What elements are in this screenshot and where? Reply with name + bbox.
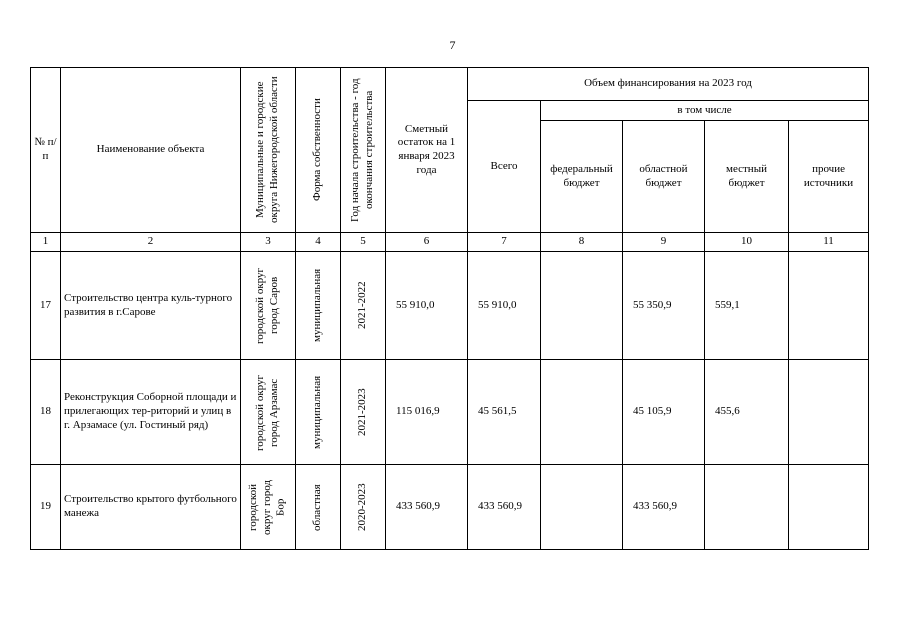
column-index-cell: 11 [789,233,869,252]
header-funding: Объем финансирования на 2023 год [468,68,869,101]
column-index-cell: 3 [241,233,296,252]
header-ownership [296,68,341,233]
page-number: 7 [449,38,456,52]
row-object-name: Строительство крытого футбольного манежа [61,465,241,550]
header-estimate: Сметный остаток на 1 января 2023 года [386,68,468,233]
column-index-cell: 8 [541,233,623,252]
row-municipality-text: городской округ город Бор [247,479,287,535]
row-other [789,360,869,465]
row-total: 45 561,5 [468,360,541,465]
row-years-text: 2020-2023 [356,483,369,531]
header-including: в том числе [541,101,869,121]
row-ownership-text: областная [311,483,324,531]
row-ownership [296,360,341,465]
row-other [789,252,869,360]
row-regional: 55 350,9 [623,252,705,360]
header-regional: областной бюджет [623,121,705,233]
row-regional: 45 105,9 [623,360,705,465]
header-federal: федеральный бюджет [541,121,623,233]
row-ownership [296,465,341,550]
row-years [341,465,386,550]
column-index-cell: 7 [468,233,541,252]
column-index-row [31,233,869,252]
table-row [31,465,869,550]
row-municipality-text: городской округ город Арзамас [254,373,280,451]
row-federal [541,465,623,550]
column-index-cell: 5 [341,233,386,252]
row-regional: 433 560,9 [623,465,705,550]
row-ownership [296,252,341,360]
row-estimate: 55 910,0 [386,252,468,360]
row-federal [541,360,623,465]
row-local: 455,6 [705,360,789,465]
column-index-cell: 4 [296,233,341,252]
row-num: 17 [31,252,61,360]
column-index-cell: 2 [61,233,241,252]
table-row [31,360,869,465]
row-object-name: Реконструкция Соборной площади и прилегающих тер-риторий и улиц в г. Арзамасе (ул. Гостиный ряд) [61,360,241,465]
row-years-text: 2021-2023 [356,388,369,436]
row-other [789,465,869,550]
row-total: 433 560,9 [468,465,541,550]
header-years-text: Год начала строительства - год окончания строительства [349,78,375,222]
header-name: Наименование объекта [61,68,241,233]
row-federal [541,252,623,360]
row-ownership-text: муниципальная [311,268,324,343]
header-municipality [241,68,296,233]
row-estimate: 433 560,9 [386,465,468,550]
row-num: 18 [31,360,61,465]
column-index-cell: 1 [31,233,61,252]
header-years [341,68,386,233]
row-local [705,465,789,550]
row-ownership-text: муниципальная [311,375,324,449]
row-years [341,360,386,465]
header-local: местный бюджет [705,121,789,233]
row-num: 19 [31,465,61,550]
row-municipality-text: городской округ город Саров [254,267,280,344]
financing-table [30,67,869,550]
row-total: 55 910,0 [468,252,541,360]
header-num: № п/п [31,68,61,233]
header-other: прочие источники [789,121,869,233]
header-total: Всего [468,101,541,233]
row-years [341,252,386,360]
table-row [31,252,869,360]
row-municipality [241,360,296,465]
header-ownership-text: Форма собственности [311,98,324,202]
column-index-cell: 10 [705,233,789,252]
header-municipality-text: Муниципальные и городские округа Нижегородской области [254,76,280,224]
row-local: 559,1 [705,252,789,360]
row-municipality [241,252,296,360]
row-years-text: 2021-2022 [356,281,369,330]
column-index-cell: 9 [623,233,705,252]
row-object-name: Строительство центра куль-турного развития в г.Сарове [61,252,241,360]
column-index-cell: 6 [386,233,468,252]
row-estimate: 115 016,9 [386,360,468,465]
row-municipality [241,465,296,550]
header-row-main [31,68,869,101]
